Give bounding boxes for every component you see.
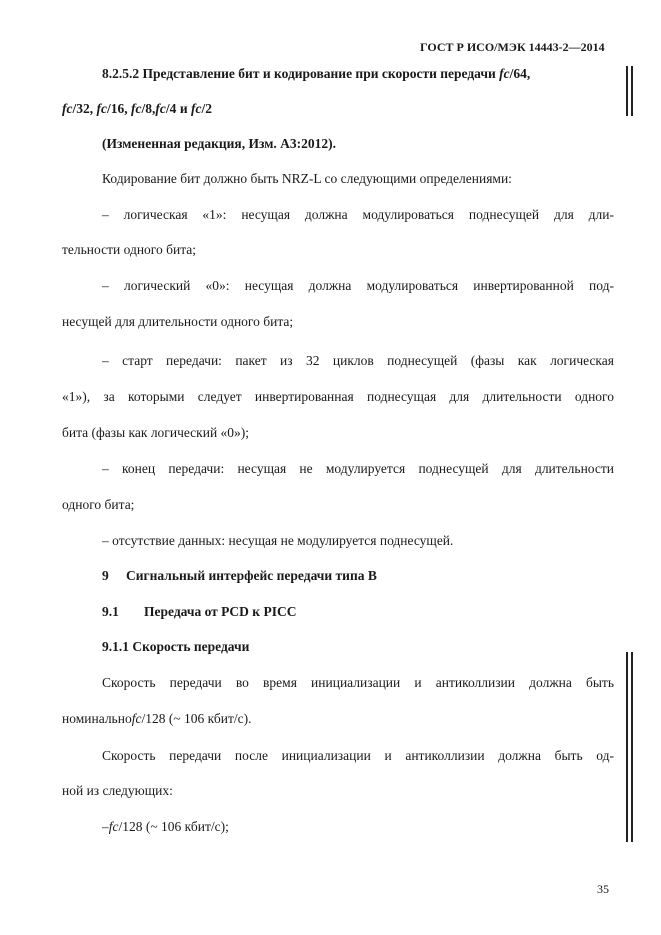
fc-symbol: fc (108, 819, 119, 834)
rate-2: /2 (201, 101, 212, 116)
fc-symbol: fc (131, 101, 142, 116)
fc-symbol: fc (62, 101, 73, 116)
bullet-fc128 (102, 819, 229, 835)
rate-init-pre: номинально (62, 711, 132, 726)
change-bar-mid-2 (631, 652, 633, 842)
logic1-line2: тельности одного бита; (62, 242, 197, 257)
rate-4: /4 (165, 101, 177, 116)
fc-symbol: fc (499, 66, 510, 81)
section-91-title: Передача от PCD к PICC (144, 604, 297, 619)
section-911-number: 9.1.1 (102, 639, 129, 654)
section-911-title: Скорость передачи (132, 639, 250, 654)
end-line1: – конец передачи: несущая не модулируется поднесущей для длительности (102, 461, 614, 476)
section-title: Представление бит и кодирование при скорости передачи (142, 66, 496, 81)
start-line3: бита (фазы как логический «0»); (62, 425, 250, 440)
rate-init-line2 (62, 711, 251, 727)
nodata-line: – отсутствие данных: несущая не модулируется поднесущей. (102, 533, 454, 548)
section-9-heading (102, 568, 377, 584)
fc-symbol: fc (155, 101, 166, 116)
rate-init-line1: Скорость передачи во время инициализации и антиколлизии должна быть (102, 675, 614, 690)
rate-init-post: /128 (~ 106 кбит/с). (141, 711, 252, 726)
change-bar-mid-1 (626, 652, 628, 842)
section-9-title: Сигнальный интерфейс передачи типа В (126, 568, 377, 583)
fc-symbol: fc (190, 101, 202, 116)
fc-symbol: fc (131, 711, 142, 726)
section-91-number: 9.1 (102, 604, 119, 619)
dash: – (102, 819, 109, 834)
end-line2: одного бита; (62, 497, 135, 512)
bullet-rest: /128 (~ 106 кбит/с); (118, 819, 229, 834)
para-coding: Кодирование бит должно быть NRZ-L со следующими определениями: (102, 171, 512, 186)
section-number: 8.2.5.2 (102, 66, 140, 81)
start-line1: – старт передачи: пакет из 32 циклов поднесущей (фазы как логическая (102, 353, 614, 368)
section-9-number: 9 (102, 568, 109, 583)
fc-symbol: fc (96, 101, 108, 116)
rate-after-line2: ной из следующих: (62, 783, 173, 798)
rate-after-line1: Скорость передачи после инициализации и антиколлизии должна быть од- (102, 748, 614, 763)
change-bar-top-1 (626, 66, 628, 116)
logic0-line2: несущей для длительности одного бита; (62, 314, 294, 329)
section-91-heading (102, 604, 296, 620)
page-number: 35 (597, 882, 609, 896)
amendment-note: (Измененная редакция, Изм. А3:2012). (102, 136, 337, 151)
rate-64: /64, (509, 66, 531, 81)
rate-8: /8, (141, 101, 156, 116)
and-word: и (179, 101, 188, 116)
document-header: ГОСТ Р ИСО/МЭК 14443-2—2014 (420, 40, 605, 54)
rate-32: /32, (72, 101, 94, 116)
change-bar-top-2 (631, 66, 633, 116)
section-heading-8252-line2 (62, 101, 212, 117)
rate-16: /16, (107, 101, 128, 116)
start-line2: «1»), за которыми следует инвертированная поднесущая для длительности одного (62, 389, 614, 404)
logic0-line1: – логический «0»: несущая должна модулироваться инвертированной под- (102, 278, 614, 293)
logic1-line1: – логическая «1»: несущая должна модулироваться поднесущей для дли- (102, 207, 614, 222)
section-911-heading (102, 639, 249, 655)
section-heading-8252-line1 (102, 66, 530, 82)
